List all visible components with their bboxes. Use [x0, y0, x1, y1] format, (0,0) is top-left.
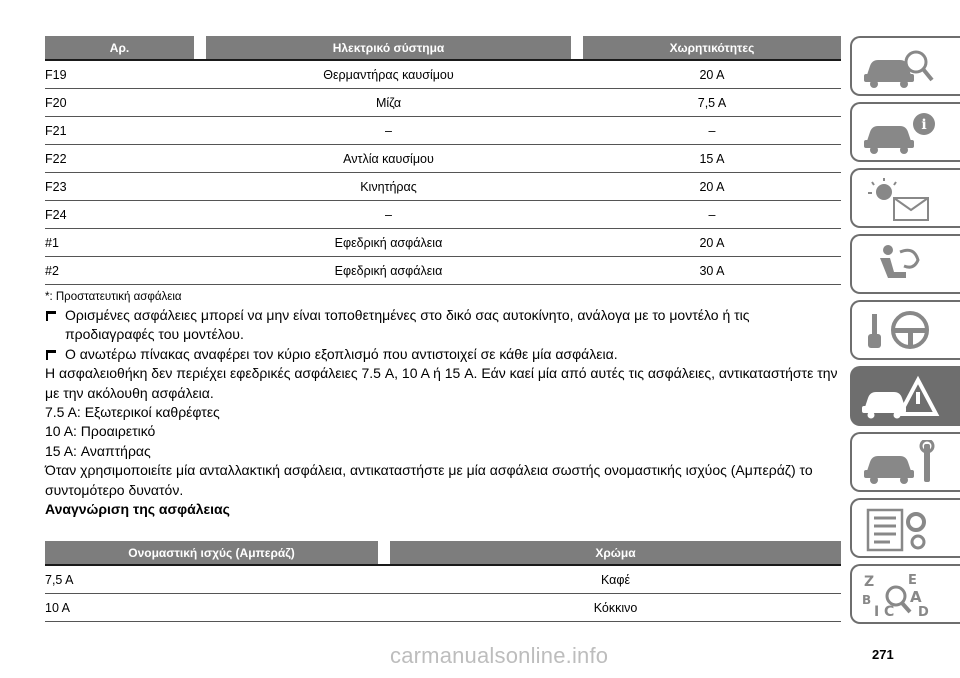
table-cell: Μίζα — [375, 95, 402, 110]
paragraph: Η ασφαλειοθήκη δεν περιέχει εφεδρικές ασφάλειες 7.5 A, 10 A ή 15 A. Εάν καεί μία από αυτές τις ασφάλειες, αντικαταστήστε την με την ακόλουθη ασφάλεια. — [45, 365, 838, 401]
paragraph: Όταν χρησιμοποιείτε μία ανταλλακτική ασφάλεια, αντικαταστήστε με μία ασφάλεια σωστής ονομαστικής ισχύος (Αμπεράζ) το συντομότερο δυνατόν. — [45, 462, 813, 498]
svg-text:C: C — [884, 604, 895, 618]
table-cell: 20 A — [699, 67, 725, 82]
svg-text:I: I — [874, 604, 880, 618]
tab-index[interactable] — [850, 564, 960, 624]
table-row — [45, 229, 841, 257]
header-capacity: Χωρητικότητες — [583, 36, 841, 59]
table-row — [45, 201, 841, 229]
car-wrench-icon — [860, 440, 940, 486]
svg-text:B: B — [862, 593, 872, 607]
car-warning-triangle-icon — [860, 374, 940, 420]
table-cell: 7,5 A — [697, 95, 727, 110]
fuse-color-table — [45, 541, 841, 622]
table-row — [45, 117, 841, 145]
table-cell: Αντλία καυσίμου — [343, 151, 434, 166]
tab-emergency[interactable] — [850, 366, 960, 426]
svg-text:i: i — [921, 117, 927, 133]
tab-car-info[interactable] — [850, 102, 960, 162]
svg-text:Z: Z — [864, 574, 875, 590]
fuse-table — [45, 36, 841, 285]
table-row — [45, 89, 841, 117]
header-color: Χρώμα — [390, 541, 841, 564]
alphabet-index-icon — [860, 572, 940, 618]
car-info-icon — [860, 110, 940, 156]
table-cell: 30 A — [699, 263, 725, 278]
table-cell: F22 — [45, 151, 67, 166]
table-row — [45, 566, 841, 594]
table-cell: 7,5 A — [45, 572, 74, 587]
table-cell: – — [708, 207, 716, 222]
header-no: Αρ. — [45, 36, 194, 59]
seat-airbag-icon — [860, 242, 940, 288]
svg-text:A: A — [910, 588, 922, 606]
fuse-table-header — [45, 36, 841, 59]
table-cell: Εφεδρική ασφάλεια — [334, 235, 443, 250]
table-cell: F24 — [45, 207, 67, 222]
table-cell: – — [385, 207, 392, 222]
svg-text:E: E — [908, 573, 917, 588]
table-cell: Θερμαντήρας καυσίμου — [323, 67, 454, 82]
table-cell: 20 A — [699, 235, 725, 250]
table-cell: 10 A — [45, 600, 71, 615]
table-cell: Κινητήρας — [360, 179, 417, 194]
bullet-square-icon — [46, 350, 56, 360]
table-cell: F20 — [45, 95, 67, 110]
paragraph: 7.5 A: Εξωτερικοί καθρέφτες — [45, 404, 220, 421]
header-rating: Ονομαστική ισχύς (Αμπεράζ) — [45, 541, 378, 564]
table-cell: #2 — [45, 263, 59, 278]
tab-safety[interactable] — [850, 234, 960, 294]
svg-text:D: D — [918, 605, 929, 618]
paragraph: 10 A: Προαιρετικό — [45, 423, 156, 440]
tab-starting-driving[interactable] — [850, 300, 960, 360]
footnote: *: Προστατευτική ασφάλεια — [45, 291, 182, 303]
table-cell: Καφέ — [600, 572, 631, 587]
header-electrical-system: Ηλεκτρικό σύστημα — [206, 36, 571, 59]
table-cell: – — [385, 123, 392, 138]
table-cell: #1 — [45, 235, 59, 250]
page-number: 271 — [872, 647, 894, 662]
table-cell: – — [708, 123, 716, 138]
table-row — [45, 145, 841, 173]
warning-light-envelope-icon — [860, 176, 940, 222]
table-row — [45, 61, 841, 89]
car-magnifier-icon — [860, 44, 940, 90]
tab-car-inspection[interactable] — [850, 36, 960, 96]
table-cell: 15 A — [699, 151, 725, 166]
tab-warning-lights[interactable] — [850, 168, 960, 228]
table-row — [45, 594, 841, 622]
table-row — [45, 257, 841, 285]
tab-maintenance[interactable] — [850, 432, 960, 492]
section-title: Αναγνώριση της ασφάλειας — [45, 501, 230, 518]
bullet-square-icon — [46, 311, 56, 321]
main-content — [45, 36, 841, 622]
tab-technical-data[interactable] — [850, 498, 960, 558]
table-cell: Εφεδρική ασφάλεια — [334, 263, 443, 278]
note-bullet: Ορισμένες ασφάλειες μπορεί να μην είναι τοποθετημένες στο δικό σας αυτοκίνητο, ανάλογα με το μοντέλο ή τις προδιαγραφές του μοντέλου. — [45, 306, 841, 345]
table-cell: 20 A — [699, 179, 725, 194]
table-cell: F19 — [45, 67, 67, 82]
table-cell: F21 — [45, 123, 67, 138]
color-table-header — [45, 541, 841, 564]
checklist-gear-icon — [860, 506, 940, 552]
table-row — [45, 173, 841, 201]
table-cell: Κόκκινο — [593, 600, 638, 615]
chapter-sidebar — [850, 36, 960, 630]
note-bullet: Ο ανωτέρω πίνακας αναφέρει τον κύριο εξοπλισμό που αντιστοιχεί σε κάθε μία ασφάλεια. — [45, 345, 841, 364]
paragraph: 15 A: Αναπτήρας — [45, 442, 151, 459]
table-cell: F23 — [45, 179, 67, 194]
key-steering-wheel-icon — [860, 308, 940, 354]
watermark: carmanualsonline.info — [390, 643, 609, 668]
